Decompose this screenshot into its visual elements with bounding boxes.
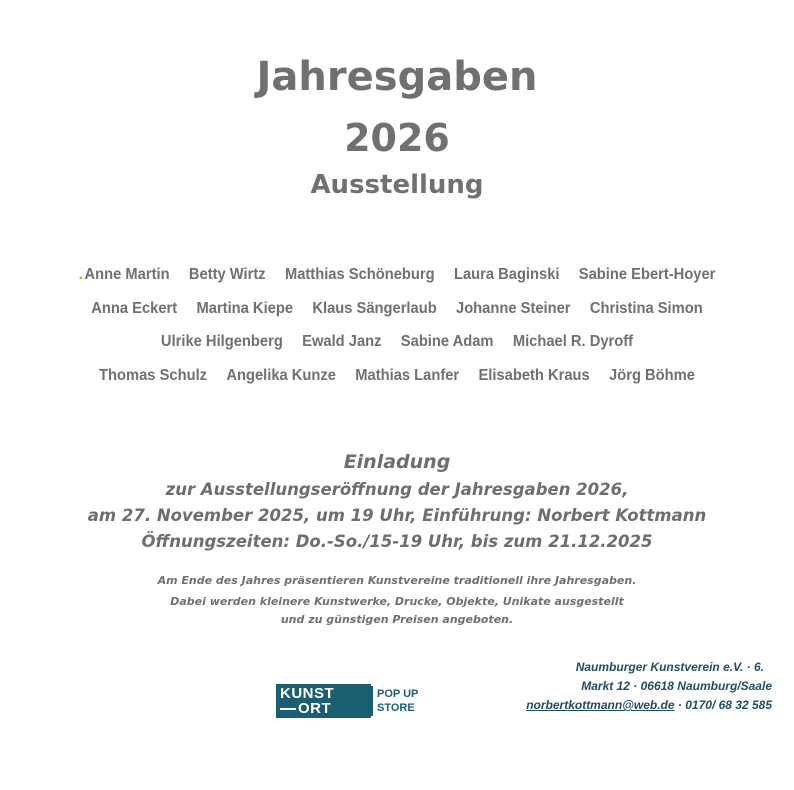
logo-pop-up: POP UP [377,688,419,700]
artist-name: Michael R. Dyroff [512,333,634,350]
opening-hours: Öffnungszeiten: Do.-So./15-19 Uhr, bis zum 21.12.2025 [141,532,653,551]
marker-dot: . [78,266,83,283]
artist-name: Anna Eckert [91,300,178,317]
artist-name: Angelika Kunze [226,367,336,384]
logo-store: STORE [377,702,415,714]
artist-name: Mathias Lanfer [355,367,460,384]
page-title: Jahresgaben [256,54,538,100]
artist-name: Ulrike Hilgenberg [160,333,283,350]
description-line: Am Ende des Jahres präsentieren Kunstvereine traditionell ihre Jahresgaben. [157,574,637,587]
contact-email-phone [526,698,772,712]
logo-block [276,684,371,718]
contact-address: Markt 12 · 06618 Naumburg/Saale [581,679,772,693]
artist-name: Matthias Schöneburg [284,266,435,283]
artist-name: Elisabeth Kraus [478,367,590,384]
artist-row-1 [32,266,762,284]
artist-name: Betty Wirtz [188,266,266,283]
artist-name: Ewald Janz [302,333,382,350]
artist-name: Thomas Schulz [99,367,208,384]
page-subtitle: Ausstellung [310,170,484,200]
artist-name: Johanne Steiner [456,300,571,317]
description-line: und zu günstigen Preisen angeboten. [280,613,514,626]
artist-name: Sabine Ebert-Hoyer [578,266,716,283]
artist-name: . Anne Martin [78,266,170,283]
description-line: Dabei werden kleinere Kunstwerke, Drucke, Objekte, Unikate ausgestellt [170,595,624,608]
invitation-title: Einladung [343,451,451,473]
page-year: 2026 [344,116,450,160]
artist-name: Laura Baginski [453,266,560,283]
artist-name: Martina Kiepe [196,300,294,317]
logo-line [280,708,296,710]
artist-row-4 [32,367,762,385]
invitation-line: am 27. November 2025, um 19 Uhr, Einführung: Norbert Kottmann [87,506,707,525]
artist-name: Christina Simon [589,300,703,317]
artist-name: Sabine Adam [400,333,494,350]
logo-word-kunst: KUNST [280,685,335,702]
artist-name: Klaus Sängerlaub [312,300,437,317]
artist-row-3 [32,333,762,351]
kunstort-logo [276,684,436,718]
contact-org: Naumburger Kunstverein e.V. · 6. [575,660,764,674]
logo-divider [371,686,373,716]
artist-row-2 [32,300,762,318]
email-link[interactable]: norbertkottmann@web.de [526,698,675,712]
invitation-line: zur Ausstellungseröffnung der Jahresgaben 2026, [165,480,629,499]
logo-word-ort: ORT [298,700,332,717]
artist-name: Jörg Böhme [609,367,695,384]
contact-phone: · 0170/ 68 32 585 [674,698,772,712]
